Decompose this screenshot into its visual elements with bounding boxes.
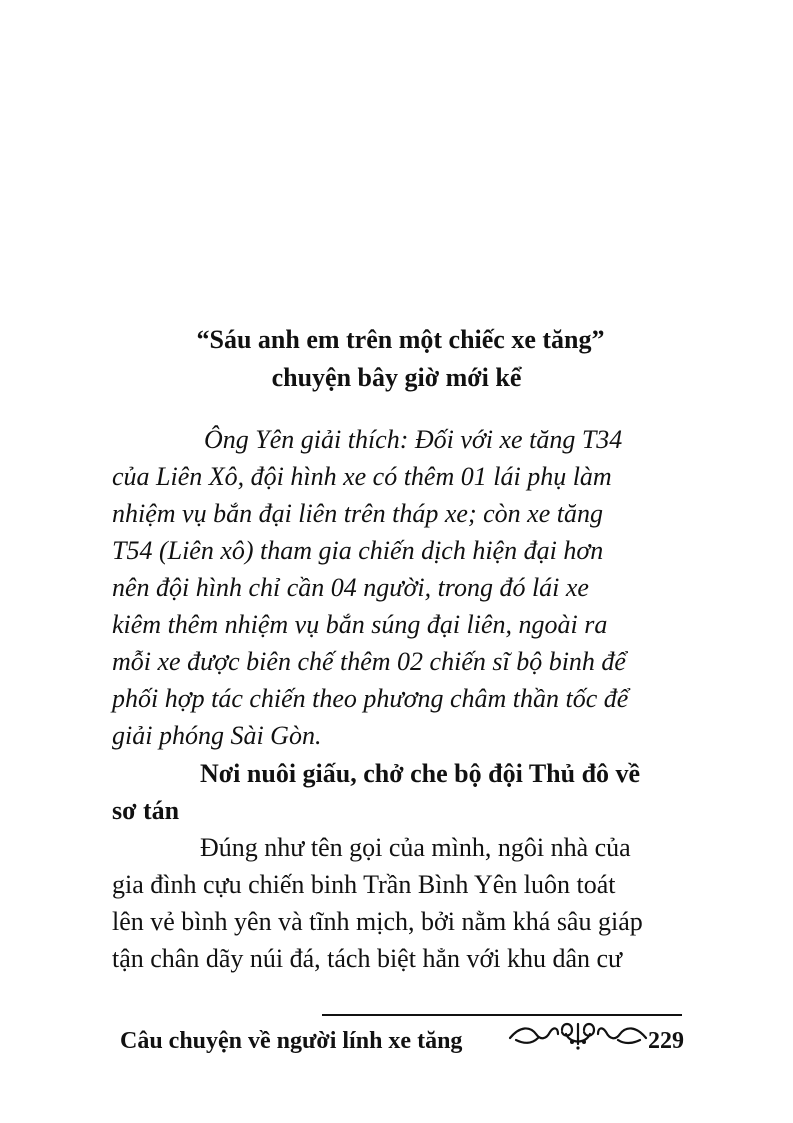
paragraph-line: kiêm thêm nhiệm vụ bắn súng đại liên, ngoài ra [112, 610, 608, 639]
paragraph-line: Đúng như tên gọi của mình, ngôi nhà của [200, 833, 631, 862]
paragraph-line: tận chân dãy núi đá, tách biệt hẳn với khu dân cư [112, 944, 623, 973]
running-title: Câu chuyện về người lính xe tăng [120, 1028, 463, 1054]
paragraph-line: mỗi xe được biên chế thêm 02 chiến sĩ bộ binh để [112, 647, 626, 676]
section-heading-line-1: Nơi nuôi giấu, chở che bộ đội Thủ đô về [200, 759, 641, 788]
decorative-flourish-icon [506, 1018, 650, 1052]
chapter-title-line-2: chuyện bây giờ mới kể [271, 363, 522, 392]
paragraph-line: nên đội hình chỉ cần 04 người, trong đó lái xe [112, 573, 589, 602]
paragraph-line: của Liên Xô, đội hình xe có thêm 01 lái phụ làm [112, 462, 612, 491]
page-number: 229 [648, 1028, 684, 1054]
section-heading-line-2: sơ tán [112, 796, 180, 825]
paragraph-line: lên vẻ bình yên và tĩnh mịch, bởi nằm khá sâu giáp [112, 907, 643, 936]
chapter-title-line-1: “Sáu anh em trên một chiếc xe tăng” [196, 325, 605, 354]
paragraph-line: Ông Yên giải thích: Đối với xe tăng T34 [204, 425, 623, 454]
paragraph-line: T54 (Liên xô) tham gia chiến dịch hiện đại hơn [112, 536, 604, 565]
paragraph-line: nhiệm vụ bắn đại liên trên tháp xe; còn xe tăng [112, 499, 603, 528]
paragraph-line: phối hợp tác chiến theo phương châm thần tốc để [112, 684, 629, 713]
paragraph-line: gia đình cựu chiến binh Trần Bình Yên luôn toát [112, 870, 616, 899]
paragraph-line: giải phóng Sài Gòn. [112, 721, 322, 750]
footer-rule [322, 1014, 682, 1016]
